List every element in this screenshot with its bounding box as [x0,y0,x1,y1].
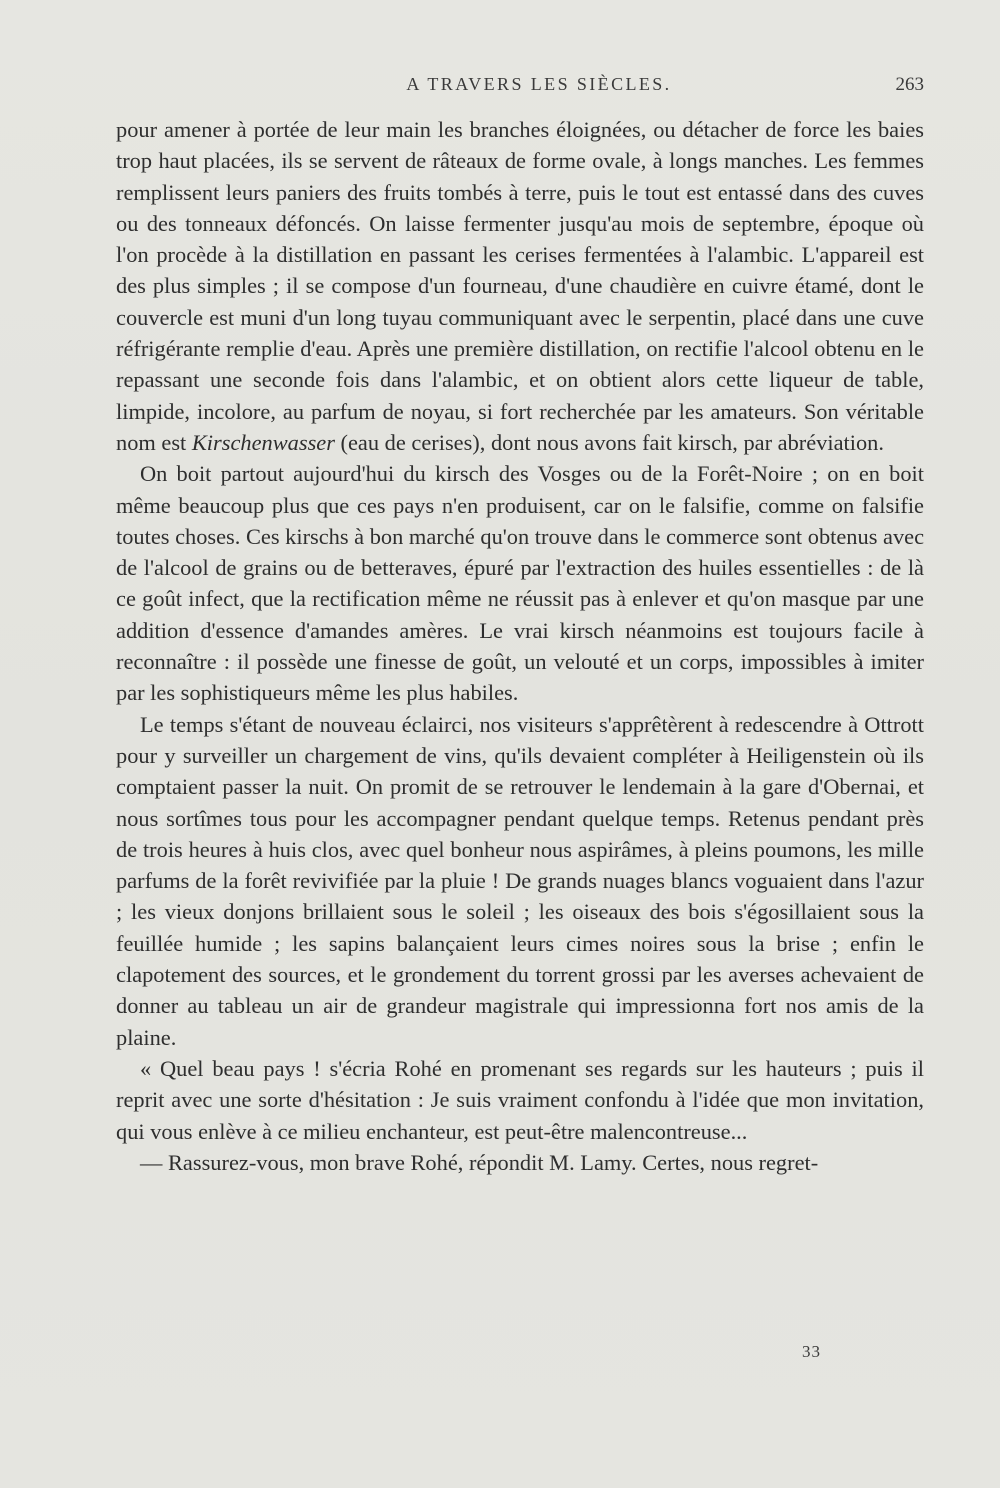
paragraph-4: « Quel beau pays ! s'écria Rohé en promenant ses regards sur les hauteurs ; puis il reprit avec une sorte d'hésitation : Je suis vraiment confondu à l'idée que mon invitation, qui vous enlève à ce milieu enchanteur, est peut-être malencontreuse... [116,1055,924,1144]
running-head [116,74,924,102]
paragraph-1-text-b: (eau de cerises), dont nous avons fait kirsch, par abréviation. [334,429,884,455]
page-number: 263 [895,74,924,95]
body-text [116,114,924,1178]
paragraph-2: On boit partout aujourd'hui du kirsch des Vosges ou de la Forêt-Noire ; on en boit même beaucoup plus que ces pays n'en produisent, car on le falsifie, comme on falsifie toutes choses. Ces kirschs à bon marché qu'on trouve dans le commerce sont obtenus avec de l'alcool de grains ou de betteraves, épuré par l'extraction des huiles essentielles : de là ce goût infect, que la rectification même ne réussit pas à enlever et qu'on masque par une addition d'essence d'amandes amères. Le vrai kirsch néanmoins est toujours facile à reconnaître : il possède une finesse de goût, un velouté et un corps, impossibles à imiter par les sophistiqueurs même les plus habiles. [116,461,925,706]
paragraph-1 [116,114,924,458]
paragraph-3: Le temps s'étant de nouveau éclairci, nos visiteurs s'apprêtèrent à redescendre à Ottrott pour y surveiller un chargement de vins, qu'ils devaient compléter à Heiligenstein où ils comptaient passer la nuit. On promit de se retrouver le lendemain à la gare d'Obernai, et nous sortîmes tous pour les accompagner pendant quelque temps. Retenus pendant près de trois heures à huis clos, avec quel bonheur nous aspirâmes, à pleins poumons, les mille parfums de la forêt revivifiée par la pluie ! De grands nuages blancs voguaient dans l'azur ; les vieux donjons brillaient sous le soleil ; les oiseaux des bois s'égosillaient sous la feuillée humide ; les sapins balançaient leurs cimes noires sous la brise ; enfin le clapotement des sources, et le grondement du torrent grossi par les averses achevaient de donner au tableau un air de grandeur magistrale qui impressionna fort nos amis de la plaine. [116,711,924,1050]
running-title: A TRAVERS LES SIÈCLES. [406,74,672,94]
italic-term: Kirschenwasser [191,429,335,455]
signature-mark: 33 [802,1342,821,1361]
paragraph-1-text-a: pour amener à portée de leur main les branches éloignées, ou détacher de force les baies trop haut placées, ils se servent de râteaux de forme ovale, à longs manches. Les femmes remplissent leurs paniers des fruits tombés à terre, puis le tout est entassé dans des cuves ou des tonneaux défoncés. On laisse fermenter jusqu'au mois de septembre, époque où l'on procède à la distillation en passant les cerises fermentées à l'alambic. L'appareil est des plus simples ; il se compose d'un fourneau, d'une chaudière en cuivre étamé, dont le couvercle est muni d'un long tuyau communiquant avec le serpentin, placé dans une cuve réfrigérante remplie d'eau. Après une première distillation, on rectifie l'alcool obtenu en le repassant une seconde fois dans l'alambic, et on obtient alors cette liqueur de table, limpide, incolore, au parfum de noyau, si fort recherchée par les amateurs. Son véritable nom est [116,117,924,455]
paragraph-5: — Rassurez-vous, mon brave Rohé, répondit M. Lamy. Certes, nous regret- [140,1149,819,1175]
